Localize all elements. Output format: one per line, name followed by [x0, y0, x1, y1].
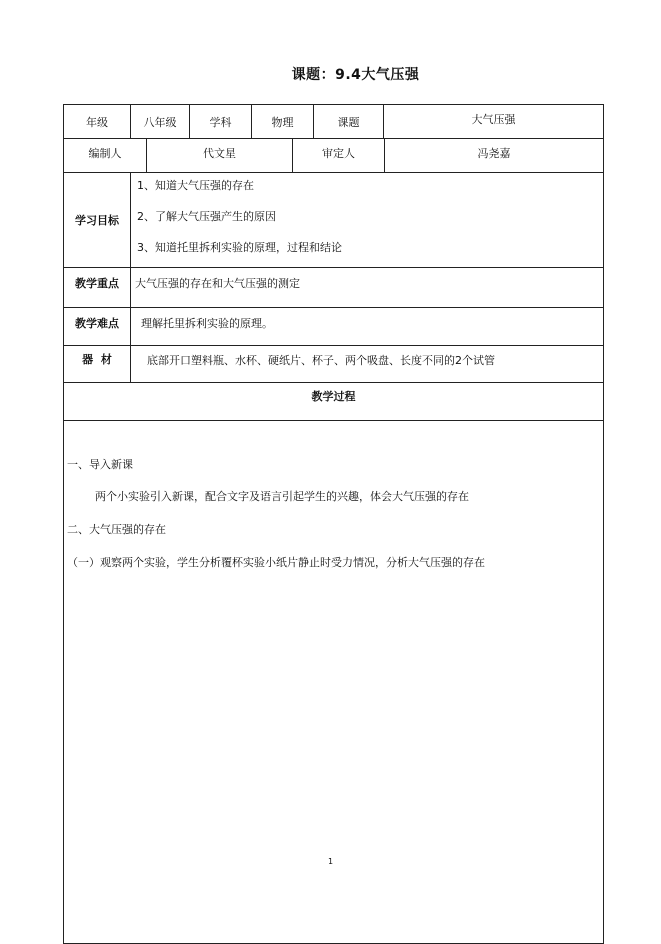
equipment-content: [130, 346, 603, 382]
grade-value: 八年级: [130, 105, 189, 138]
key-points-text: 大气压强的存在和大气压强的测定: [135, 277, 300, 290]
key-points-content: [130, 268, 603, 307]
editor-value: 代文星: [146, 139, 292, 172]
equipment-label: 器 材: [82, 353, 112, 366]
row-process-heading: [64, 383, 603, 421]
process-line: （一）观察两个实验，学生分析覆杯实验小纸片静止时受力情况，分析大气压强的存在: [67, 556, 485, 569]
process-line: 二、大气压强的存在: [67, 523, 166, 536]
subject-label: 学科: [189, 105, 251, 138]
process-line: 一、导入新课: [67, 458, 133, 471]
editor-label: 编制人: [88, 147, 122, 160]
lesson-table: [63, 104, 604, 944]
grade-label: 年级: [86, 115, 108, 129]
process-line: 两个小实验引入新课，配合文字及语言引起学生的兴趣，体会大气压强的存在: [95, 490, 469, 503]
goal-item: 3、知道托里拆利实验的原理，过程和结论: [137, 241, 342, 254]
difficulties-content: [130, 308, 603, 345]
page-title: 课题：9.4大气压强: [291, 67, 420, 83]
row-key-points: [64, 268, 603, 308]
row-authors: [64, 139, 603, 173]
key-points-label: 教学重点: [75, 277, 119, 290]
row-equipment: [64, 346, 603, 383]
page-number: 1: [327, 857, 334, 866]
goal-item: 1、知道大气压强的存在: [137, 179, 254, 192]
topic-label: 课题: [313, 105, 383, 138]
goals-content: [130, 173, 603, 267]
difficulties-text: 理解托里拆利实验的原理。: [141, 317, 273, 330]
goal-item: 2、了解大气压强产生的原因: [137, 210, 276, 223]
goals-label: 学习目标: [75, 214, 119, 227]
row-learning-goals: [64, 173, 603, 268]
row-basic-info: [64, 105, 603, 139]
difficulties-label: 教学难点: [75, 317, 119, 330]
reviewer-label: 审定人: [292, 139, 384, 172]
subject-value: 物理: [251, 105, 313, 138]
reviewer-value: 冯尧嘉: [384, 139, 603, 172]
topic-value: 大气压强: [383, 105, 603, 138]
equipment-text: 底部开口塑料瓶、水杯、硬纸片、杯子、两个吸盘、长度不同的2个试管: [147, 354, 495, 367]
row-difficulties: [64, 308, 603, 346]
process-heading: 教学过程: [311, 390, 356, 403]
